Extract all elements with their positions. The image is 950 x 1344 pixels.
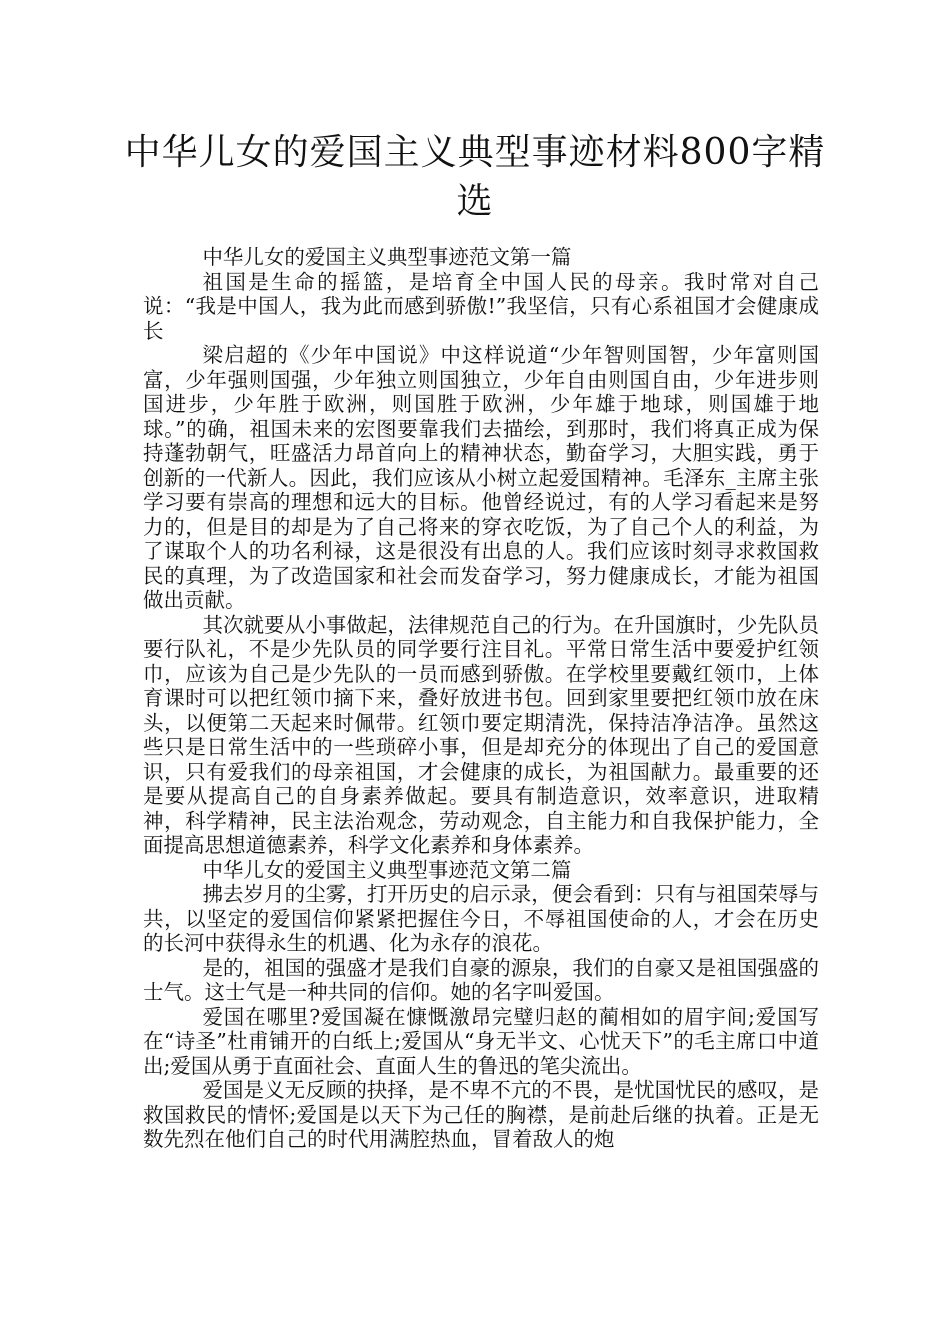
paragraph: 其次就要从小事做起，法律规范自己的行为。在升国旗时，少先队员要行队礼，不是少先队员的同学要行注目礼。平常日常生活中要爱护红领巾，应该为自己是少先队的一员而感到骄傲。在学校里要戴红领巾，上体育课时可以把红领巾摘下来，叠好放进书包。回到家里要把红领巾放在床头，以便第二天起来时佩带。红领巾要定期清洗，保持洁净洁净。虽然这些只是日常生活中的一些琐碎小事，但是却充分的体现出了自己的爱国意识，只有爱我们的母亲祖国，才会健康的成长，为祖国献力。最重要的还是要从提高自己的自身素养做起。要具有制造意识，效率意识，进取精神，科学精神，民主法治观念，劳动观念，自主能力和自我保护能力，全面提高思想道德素养，科学文化素养和身体素养。 <box>143 612 819 857</box>
paragraph: 祖国是生命的摇篮，是培育全中国人民的母亲。我时常对自己说：“我是中国人，我为此而感到骄傲!”我坚信，只有心系祖国才会健康成长 <box>143 269 819 343</box>
section-heading-1: 中华儿女的爱国主义典型事迹范文第一篇 <box>202 245 572 269</box>
paragraph: 爱国是义无反顾的抉择，是不卑不亢的不畏，是忧国忧民的感叹，是救国救民的情怀;爱国是以天下为己任的胸襟，是前赴后继的执着。正是无数先烈在他们自己的时代用满腔热血，冒着敌人的炮 <box>143 1078 819 1151</box>
document-title: 中华儿女的爱国主义典型事迹材料800字精选 <box>124 132 826 222</box>
document-body <box>143 245 819 1152</box>
paragraph: 梁启超的《少年中国说》中这样说道“少年智则国智，少年富则国富，少年强则国强，少年独立则国独立，少年自由则国自由，少年进步则国进步，少年胜于欧洲，则国胜于欧洲，少年雄于地球，则国雄于地球。”的确，祖国未来的宏图要靠我们去描绘，到那时，我们将真正成为保持蓬勃朝气，旺盛活力昂首向上的精神状态，勤奋学习，大胆实践，勇于创新的一代新人。因此，我们应该从小树立起爱国精神。毛泽东_主席主张学习要有崇高的理想和远大的目标。他曾经说过，有的人学习看起来是努力的，但是目的却是为了自己将来的穿衣吃饭，为了自己个人的利益，为了谋取个人的功名利禄，这是很没有出息的人。我们应该时刻寻求救国救民的真理，为了改造国家和社会而发奋学习，努力健康成长，才能为祖国做出贡献。 <box>143 343 819 612</box>
paragraph: 爱国在哪里?爱国凝在慷慨激昂完璧归赵的蔺相如的眉宇间;爱国写在“诗圣”杜甫铺开的白纸上;爱国从“身无半文、心忧天下”的毛主席口中道出;爱国从勇于直面社会、直面人生的鲁迅的笔尖流出。 <box>143 1004 819 1078</box>
paragraph: 是的，祖国的强盛才是我们自豪的源泉，我们的自豪又是祖国强盛的士气。这士气是一种共同的信仰。她的名字叫爱国。 <box>143 955 819 1004</box>
paragraph: 拂去岁月的尘雾，打开历史的启示录，便会看到：只有与祖国荣辱与共，以坚定的爱国信仰紧紧把握住今日，不辱祖国使命的人，才会在历史的长河中获得永生的机遇、化为永存的浪花。 <box>143 882 819 955</box>
section-heading-2: 中华儿女的爱国主义典型事迹范文第二篇 <box>202 857 572 882</box>
